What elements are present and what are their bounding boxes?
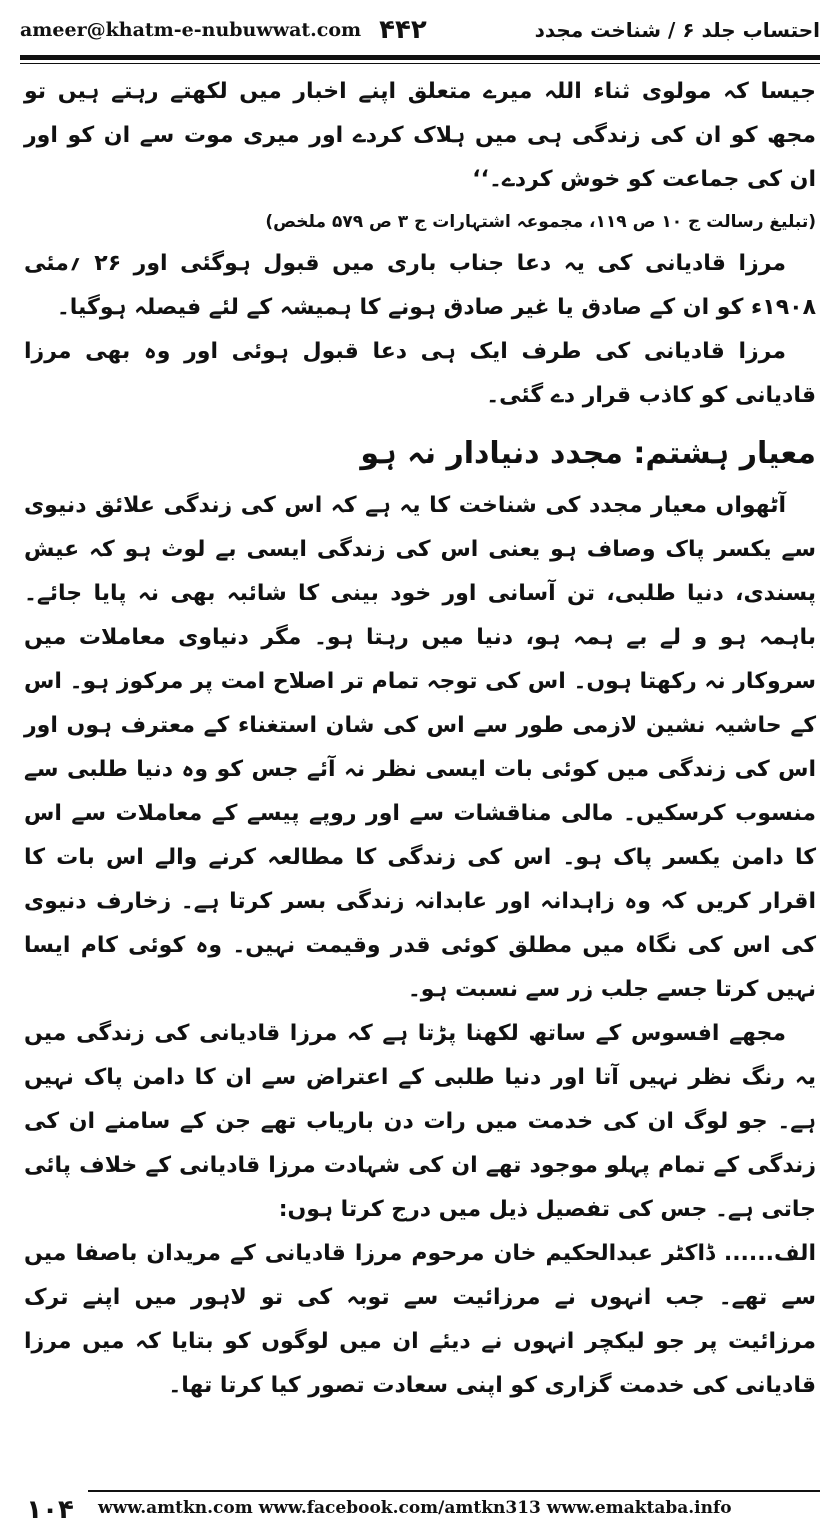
header-page-number: ۴۴۲ bbox=[379, 15, 427, 45]
page-footer bbox=[20, 1490, 820, 1534]
header-rule-thin bbox=[20, 63, 820, 64]
section-heading: معیار ہشتم: مجدد دنیادار نہ ہو bbox=[360, 436, 816, 471]
body-text bbox=[24, 70, 816, 1408]
running-title: احتساب جلد ۶ / شناخت مجدد bbox=[534, 18, 820, 42]
header-email: ameer@khatm-e-nubuwwat.com bbox=[20, 19, 362, 41]
header-rule-thick bbox=[20, 55, 820, 60]
paragraph: مرزا قادیانی کی طرف ایک ہی دعا قبول ہوئی اور وہ بھی مرزا قادیانی کو کاذب قرار دے گئی۔ bbox=[24, 339, 816, 408]
page-header bbox=[20, 10, 820, 50]
paragraph-alif: الف...... ڈاکٹر عبدالحکیم خان مرحوم مرزا قادیانی کے مریدان باصفا میں سے تھے۔ جب انہوں نے مرزائیت سے توبہ کی تو لاہور میں اپنے ترک مرزائیت پر جو لیکچر انہوں نے دیئے ان میں لوگوں کو بتایا کہ میں مرزا قادیانی کی خدمت گزاری کو اپنی سعادت تصور کیا کرتا تھا۔ bbox=[24, 1241, 816, 1398]
paragraph: مرزا قادیانی کی یہ دعا جناب باری میں قبول ہوگئی اور ۲۶ ؍مئی ۱۹۰۸ء کو ان کے صادق یا غیر صادق ہونے کا ہمیشہ کے لئے فیصلہ ہوگیا۔ bbox=[24, 251, 816, 320]
paragraph: آٹھواں معیار مجدد کی شناخت کا یہ ہے کہ اس کی زندگی علائق دنیوی سے یکسر پاک وصاف ہو یعنی اس کی زندگی ایسی بے لوث ہو کہ عیش پسندی، دنیا طلبی، تن آسانی اور خود بینی کا شائبہ بھی نہ پایا جائے۔ باہمہ ہو و لے بے ہمہ ہو، دنیا میں رہتا ہو۔ مگر دنیاوی معاملات میں سروکار نہ رکھتا ہوں۔ اس کی توجہ تمام تر اصلاح امت پر مرکوز ہو۔ اس کے حاشیہ نشین لازمی طور سے اس کی شان استغناء کے معترف ہوں اور اس کی زندگی میں کوئی بات ایسی نظر نہ آئے جس کو وہ دنیا طلبی سے منسوب کرسکیں۔ مالی مناقشات سے اور روپے پیسے کے معاملات سے اس کا دامن یکسر پاک ہو۔ اس کی زندگی کا مطالعہ کرنے والے اس بات کا اقرار کریں کہ وہ زاہدانہ اور عابدانہ زندگی بسر کرتا ہے۔ زخارف دنیوی کی اس کی نگاہ میں مطلق کوئی قدر وقیمت نہیں۔ وہ کوئی کام ایسا نہیں کرتا جسے جلب زر سے نسبت ہو۔ bbox=[24, 493, 816, 1002]
footer-page-number: ۱۰۴ bbox=[26, 1495, 74, 1525]
reference-citation: (تبلیغ رسالت ج ۱۰ ص ۱۱۹، مجموعہ اشتہارات ج ۳ ص ۵۷۹ ملخص) bbox=[265, 212, 816, 232]
header-left bbox=[20, 15, 427, 45]
footer-rule bbox=[88, 1490, 820, 1492]
paragraph: مجھے افسوس کے ساتھ لکھنا پڑتا ہے کہ مرزا قادیانی کی زندگی میں یہ رنگ نظر نہیں آتا اور دنیا طلبی کے اعتراض سے ان کا دامن پاک نہیں ہے۔ جو لوگ ان کی خدمت میں رات دن باریاب تھے جن کے سامنے ان کی زندگی کے تمام پہلو موجود تھے ان کی شہادت مرزا قادیانی کے خلاف پائی جاتی ہے۔ جس کی تفصیل ذیل میں درج کرتا ہوں: bbox=[24, 1021, 816, 1222]
paragraph-quote-end: جیسا کہ مولوی ثناء اللہ میرے متعلق اپنے اخبار میں لکھتے رہتے ہیں تو مجھ کو ان کی زندگی ہی میں ہلاک کردے اور میری موت سے ان کو اور ان کی جماعت کو خوش کردے۔‘‘ bbox=[24, 79, 816, 192]
footer-links: www.amtkn.com www.facebook.com/amtkn313 www.emaktaba.info bbox=[98, 1498, 732, 1518]
